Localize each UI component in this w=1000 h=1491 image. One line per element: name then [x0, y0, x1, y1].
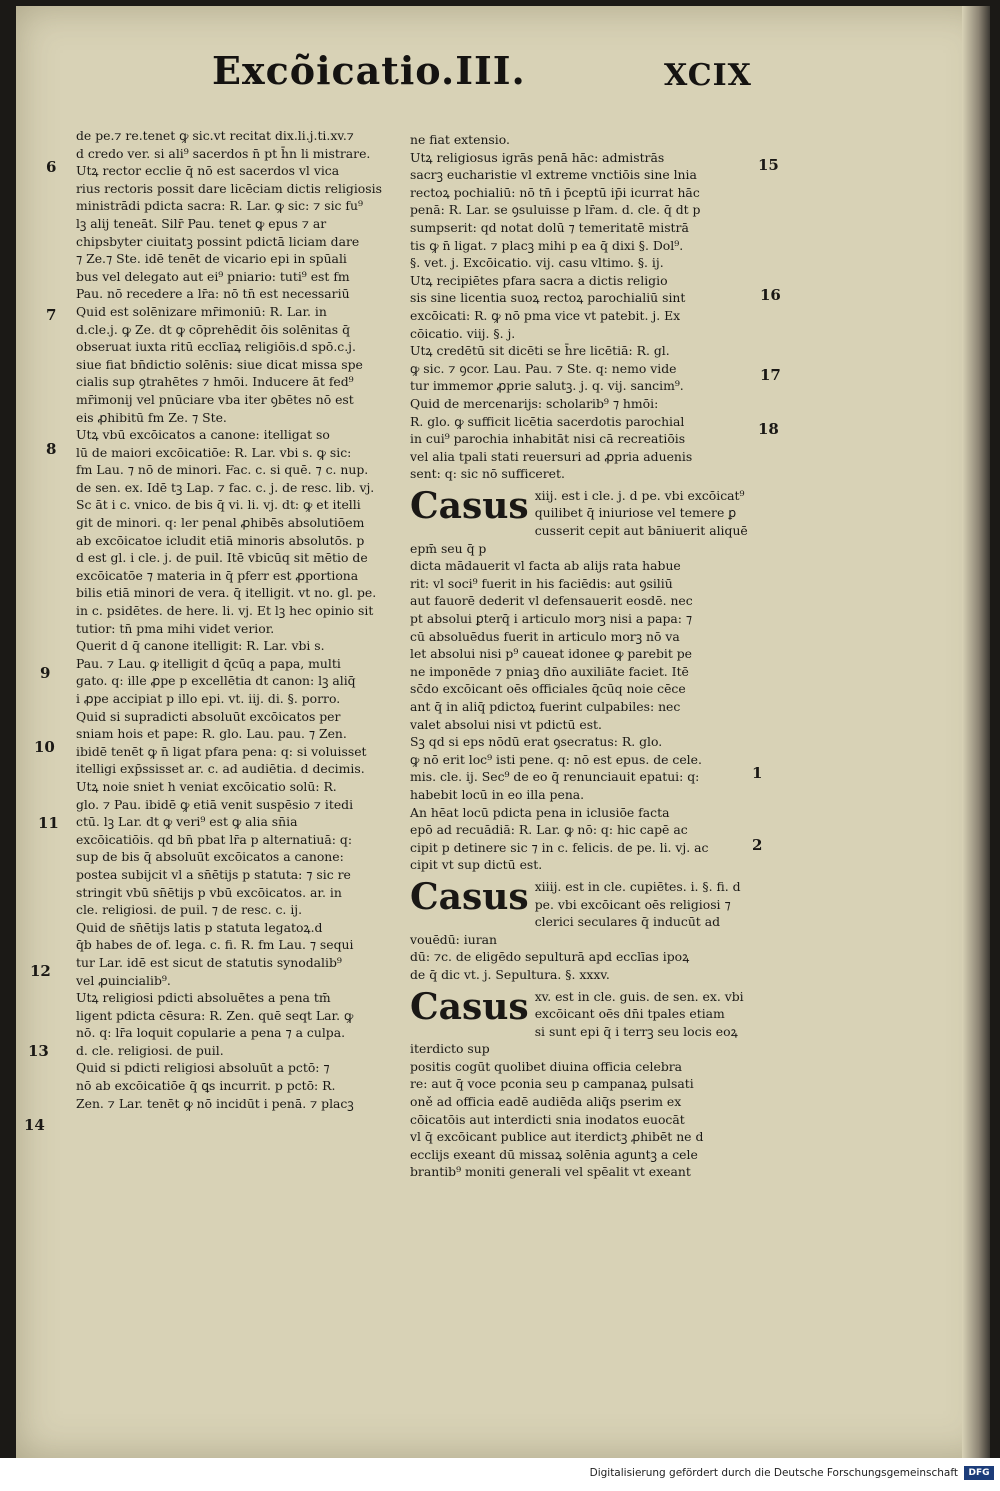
paragraph: Utꝝ credētū sit dicēti se h̄re licētiā: R. gl. ꝙ sic. ⁊ ꝯcor. Lau. Pau. ⁊ Ste. q: nemo vide tur immemor ꝓprie salutꝫ. j. q. vij. sancim⁹.: [410, 343, 684, 394]
right-text-column: [410, 131, 750, 1181]
casus-heading: Casus: [410, 875, 529, 918]
paragraph: Utꝝ religiosus igrās penā hāc: admistrās sacrꝫ eucharistie vl extreme vnctiōis sine lnia rectoꝝ pochialiū: nō tn̄ i p̄ceptū ip̄i icurrat hāc penā: R. Lar. se ꝯsuluisse p lr̄am. d. cle. q̄ dt p sumpserit: qd notat dolū ⁊ temeritatē mistrā tis ꝙ n̄ ligat. ⁊ placꝫ mihi p ea q̄ dixi §. Dol⁹. §. vet. j. Excōicatio. vij. casu vltimo. §. ij.: [410, 149, 701, 271]
paragraph: Quid si supradicti absoluūt excōicatos per sniam hois et pape: R. glo. Lau. pau. ⁊ Zen. ibidē tenēt ꝙ n̄ ligat pfara pena: q: si voluisset itelligi exp̄ssisset ar. c. ad audiētia. d decimis.: [76, 708, 367, 777]
dfg-logo-icon: DFG: [964, 1466, 994, 1480]
margin-number: 15: [758, 156, 779, 174]
margin-number: 14: [24, 1116, 45, 1134]
margin-number: 8: [46, 440, 57, 458]
margin-number: 17: [760, 366, 781, 384]
casus-heading: Casus: [410, 484, 529, 527]
casus-section: [410, 484, 750, 733]
paragraph: Utꝝ noie sniet h veniat excōicatio solū: R. glo. ⁊ Pau. ibidē ꝙ etiā venit suspēsio ⁊ itedi ctū. lꝫ Lar. dt ꝙ veri⁹ est ꝙ alia sn̄ia excōicatiōis. qd bn̄ pbat lr̄a p alternatiuā: q: sup de bis q̄ absoluūt excōicatos a canone: postea subijcit vl a sn̄ētijs p statuta: ⁊ sic re stringit vbū sn̄ētijs p vbū excōicatos. ar. in cle. religiosi. de puil. ⁊ de resc. c. ij.: [76, 778, 354, 918]
paragraph: Sꝫ qd si eps nōdū erat ꝯsecratus: R. glo. ꝙ nō erit loc⁹ isti pene. q: nō est epus. de cele. mis. cle. ij. Sec⁹ de eo q̄ renunciauit epatui: q: habebit locū in eo illa pena.: [410, 734, 702, 802]
footer-bar: [0, 1458, 1000, 1491]
paragraph: Utꝝ recipiētes pfara sacra a dictis religio sis sine licentia suoꝝ rectoꝝ parochialiū sint excōicati: R. ꝙ nō pma vice vt patebit. j. Ex cōicatio. viij. §. j.: [410, 272, 686, 341]
casus-section: [410, 985, 750, 1182]
page-edge-shadow: [962, 6, 990, 1458]
left-text-column: [76, 127, 404, 1112]
paragraph: Utꝝ religiosi pdicti absoluētes a pena tm̄ ligent pdicta cēsura: R. Zen. quē seqt Lar. ꝙ nō. q: lr̄a loquit copularie a pena ⁊ a culpa. d. cle. religiosi. de puil.: [76, 990, 354, 1058]
casus-heading: Casus: [410, 985, 529, 1028]
paragraph: Quid si pdicti religiosi absoluūt a pctō: ⁊ nō ab excōicatiōe q̄ ꝗs incurrit. p pctō: R. Zen. ⁊ Lar. tenēt ꝙ nō incidūt i penā. ⁊ placꝫ: [76, 1060, 354, 1111]
paragraph: Quid est solēnizare mr̄imoniū: R. Lar. in d.cle.j. ꝙ Ze. dt ꝙ cōprehēdit ōis solēnitas q̄ obseruat iuxta ritū ecclīaꝝ religiōis.d spō.c.j. siue fiat bn̄dictio solēnis: siue dicat missa spe cialis sup ꝯtrahētes ⁊ hmōi. Inducere āt fed⁹ mr̄imonij vel pnūciare vba iter ꝯbētes nō est eis ꝓhibitū fm Ze. ⁊ Ste.: [76, 303, 363, 425]
margin-number: 11: [38, 814, 59, 832]
margin-number: 6: [46, 158, 57, 176]
margin-number: 12: [30, 962, 51, 980]
running-head: Excõicatio.III.: [212, 48, 526, 93]
funding-credit: Digitalisierung gefördert durch die Deutsche Forschungsgemeinschaft: [589, 1467, 958, 1479]
margin-number: 13: [28, 1042, 49, 1060]
margin-number: 18: [758, 420, 779, 438]
casus-section: [410, 875, 750, 984]
casus-text: xiij. est i cle. j. d pe. vbi excōicat⁹ quilibet q̄ iniuriose vel temere ꝑ cusserit cepit aut bāniuerit aliquē epm̄ seu q̄ p dicta mādauerit vl facta ab alijs rata habue rit: vl soci⁹ fuerit in his faciēdis: aut ꝯsiliū aut fauorē dederit vl defensauerit eosdē. nec pt absolui ꝑterq̄ i articulo morꝫ nisi a papa: ⁊ cū absoluēdus fuerit in articulo morꝫ nō va let absolui nisi p⁹ caueat idonee ꝙ parebit pe ne imponēde ⁊ pniaꝫ dn̄o auxiliāte faciet. Itē sc̄do excōicant oēs officiales q̄cūq noie cēce ant q̄ in aliq̄ pdictoꝝ fuerint culpabiles: nec valet absolui nisi vt pdictū est.: [410, 487, 748, 732]
paragraph: Quid de sn̄ētijs latis p statuta legatoꝝ.d q̄b habes de of. lega. c. fi. R. fm Lau. ⁊ sequi tur Lar. idē est sicut de statutis synodalib⁹ vel ꝓuincialib⁹.: [76, 919, 354, 988]
margin-number: 7: [46, 306, 57, 324]
paragraph: de pe.⁊ re.tenet ꝙ sic.vt recitat dix.li.j.ti.xv.⁊ d credo ver. si ali⁹ sacerdos n̄ pt h̄n li mistrare.: [76, 128, 371, 161]
paragraph: Utꝝ rector ecclie q̄ nō est sacerdos vl vica rius rectoris possit dare licēciam dictis religiosis ministrādi pdicta sacra: R. Lar. ꝙ sic: ⁊ sic fu⁹ lꝫ alij teneāt. Silr̄ Pau. tenet ꝙ epus ⁊ ar chipsbyter ciuitatꝫ possint pdictā liciam dare ⁊ Ze.⁊ Ste. idē tenēt de vicario epi in spūali bus vel delegato aut ei⁹ pniario: tuti⁹ est fm Pau. nō recedere a lr̄a: nō tn̄ est necessariū: [76, 163, 382, 302]
paragraph: Utꝝ vbū excōicatos a canone: itelligat so lū de maiori excōicatiōe: R. Lar. vbi s. ꝙ sic: fm Lau. ⁊ nō de minori. Fac. c. si quē. ⁊ c. nup. de sen. ex. Idē tꝫ Lap. ⁊ fac. c. j. de resc. lib. vj. Sc āt i c. vnico. de bis q̄ vi. li. vj. dt: ꝙ et itelli git de minori. q: ler penal ꝓhibēs absolutiōem ab excōicatoe icludit etiā minoris absolutōs. p d est gl. i cle. j. de puil. Itē vbicūq sit mētio de excōicatōe ⁊ materia in q̄ pferr est ꝓportiona bilis etiā minori de vera. q̄ itelligit. vt no. gl. pe. in c. psidētes. de here. li. vj. Et lꝫ hec opinio sit tutior: tn̄ pma mihi videt verior.: [76, 427, 377, 636]
paragraph: Quid de mercenarijs: scholarib⁹ ⁊ hmōi: R. glo. ꝙ sufficit licētia sacerdotis parochial in cui⁹ parochia inhabitāt nisi cā recreatiōis vel alia tpali stati reuersuri ad ꝓpria aduenis sent: q: sic nō sufficeret.: [410, 395, 693, 482]
casus-text: xv. est in cle. guis. de sen. ex. vbi excōicant oēs dn̄i tpales etiam si sunt epi q̄ i terrꝫ seu locis eoꝝ iterdicto sup positis cogūt quolibet diuina officia celebra re: aut q̄ voce pconia seu p campanaꝝ pulsati oně ad officia eadē audiēda aliq̄s pserim ex cōicatōis aut interdicti snia inodatos euocāt vl q̄ excōicant publice aut iterdictꝫ ꝓhibēt ne d ecclijs exeant dū missaꝝ solēnia aguntꝫ a cele brantib⁹ moniti generali vel spēalit vt exeant: [410, 988, 744, 1180]
folio-number: XCIX: [664, 58, 752, 93]
casus-text: xiiij. est in cle. cupiētes. i. §. fi. d pe. vbi excōicant oēs religiosi ⁊ clerici seculares q̄ inducūt ad vouēdū: iuran dū: ⁊c. de eligēdo sepulturā apd ecclīas ipoꝝ de q̄ dic vt. j. Sepultura. §. xxxv.: [410, 878, 741, 982]
margin-number: 9: [40, 664, 51, 682]
margin-number: 2: [752, 836, 763, 854]
margin-number: 1: [752, 764, 763, 782]
margin-number: 10: [34, 738, 55, 756]
paragraph: Querit d q̄ canone itelligit: R. Lar. vbi s. Pau. ⁊ Lau. ꝙ itelligit d q̄cūq a papa, multi gato. q: ille ꝓpe p excellētia dt canon: lꝫ aliq̄ i ꝓpe accipiat p illo epi. vt. iij. di. §. porro.: [76, 638, 356, 706]
margin-number: 16: [760, 286, 781, 304]
paragraph: An hēat locū pdicta pena in iclusiōe facta epō ad recuādiā: R. Lar. ꝙ nō: q: hic capē ac cipit p detinere sic ⁊ in c. felicis. de pe. li. vj. ac cipit vt sup dictū est.: [410, 804, 709, 873]
paragraph: ne fiat extensio.: [410, 132, 510, 147]
